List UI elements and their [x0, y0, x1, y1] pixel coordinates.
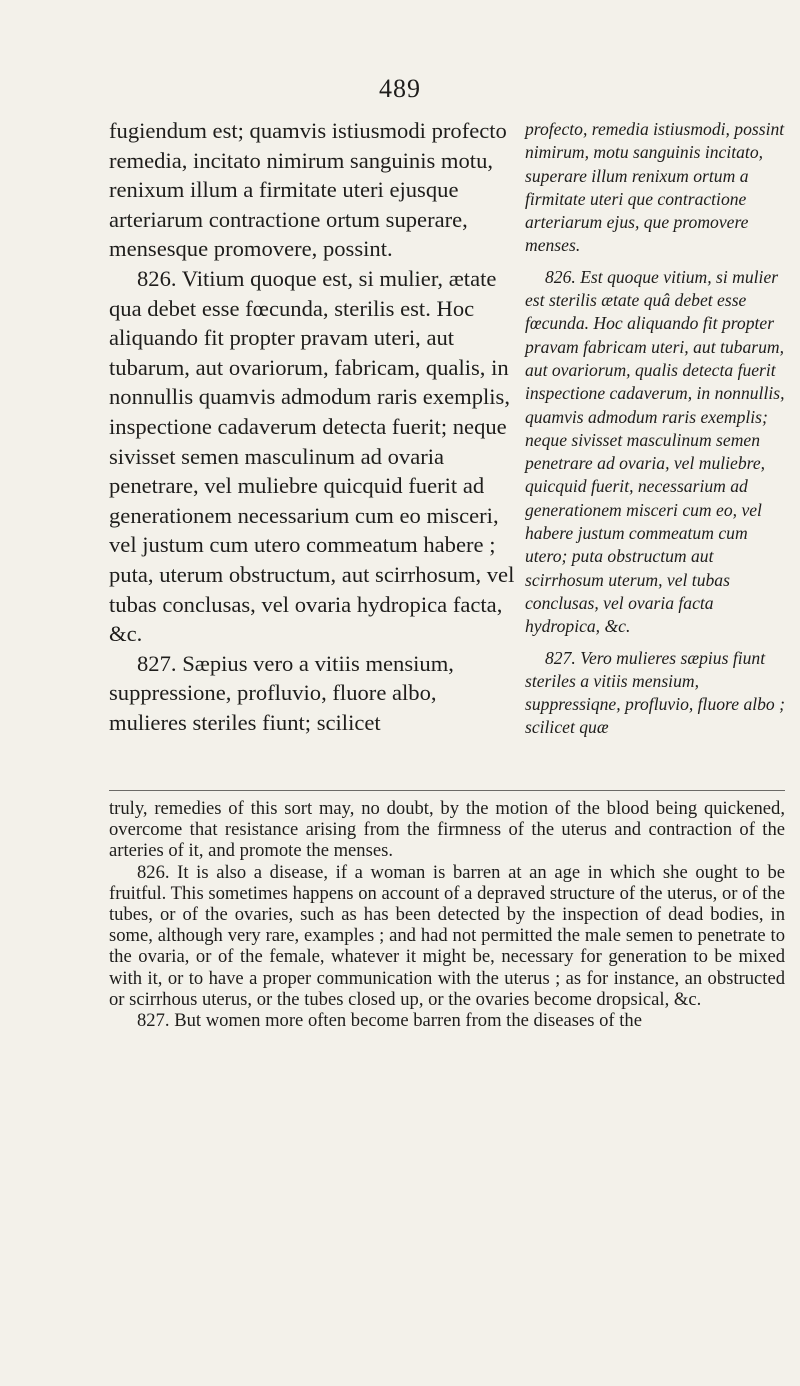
latin-main-column: [109, 116, 517, 737]
latin-main-paragraph-827: 827. Sæpius vero a vitiis mensium, suppressione, profluvio, fluore albo, mulieres steriles fiunt; scilicet: [109, 650, 454, 735]
section-divider: [109, 790, 785, 791]
translation-paragraph-1: truly, remedies of this sort may, no doubt, by the motion of the blood being quickened, overcome that resistance arising from the firmness of the uterus and contraction of the arteries of it, and promote the menses.: [109, 798, 785, 862]
latin-margin-paragraph-826: 826. Est quoque vitium, si mulier est sterilis ætate quâ debet esse fœcunda. Hoc aliquando fit propter pravam fabricam uteri, aut tubarum, aut ovariorum, qualis detecta fuerit inspectione cadaverum, in nonnullis, quamvis admodum raris exemplis; neque sivisset masculinum semen penetrare ad ovaria, vel muliebre, quicquid fuerit, necessarium ad generationem misceri cum eo, vel habere justum commeatum cum utero; puta obstructum aut scirrhosum uterum, vel tubas conclusas, vel ovaria facta hydropica, &c.: [525, 266, 785, 637]
translation-paragraph-826: 826. It is also a disease, if a woman is barren at an age in which she ought to be fruitful. This sometimes happens on account of a depraved structure of the uterus, or of the tubes, or of the ovaries, such as has been detected by the inspection of dead bodies, in some, although very rare, examples ; and had not permitted the male semen to penetrate to the ovaria, or of the female, whatever it might be, necessary for generation to be mixed with it, or to have a proper communication with the uterus ; as for instance, an obstructed or scirrhous uterus, or the tubes closed up, or the ovaries become dropsical, &c.: [109, 861, 785, 1010]
latin-main-paragraph-826: 826. Vitium quoque est, si mulier, ætate qua debet esse fœcunda, sterilis est. Hoc aliquando fit propter pravam uteri, aut tubarum, aut ovariorum, fabricam, qualis, in nonnullis quamvis admodum raris exemplis, inspectione cadaverum detecta fuerit; neque sivisset semen masculinum ad ovaria penetrare, vel muliebre quicquid fuerit ad generationem necessarium cum eo misceri, vel justum cum utero commeatum habere ; puta, uterum obstructum, aut scirrhosum, vel tubas conclusas, vel ovaria hydropica facta, &c.: [109, 265, 515, 647]
page-number: 489: [379, 74, 421, 103]
latin-margin-paragraph-827: 827. Vero mulieres sæpius fiunt steriles a vitiis mensium, suppressiqne, profluvio, fluore albo ; scilicet quæ: [525, 647, 785, 738]
translation-paragraph-827: 827. But women more often become barren from the diseases of the: [137, 1010, 642, 1032]
latin-margin-column: [525, 118, 785, 740]
latin-margin-paragraph-1: profecto, remedia istiusmodi, possint nimirum, motu sanguinis incitato, superare illum renixum ortum a firmitate uteri que contractione arteriarum ejus, que promovere menses.: [525, 119, 785, 256]
latin-main-paragraph-1: fugiendum est; quamvis istiusmodi profecto remedia, incitato nimirum sanguinis motu, renixum illum a firmitate uteri ejusque arteriarum contractione ortum superare, mensesque promovere, possint.: [109, 118, 507, 262]
english-translation: [109, 798, 785, 1031]
